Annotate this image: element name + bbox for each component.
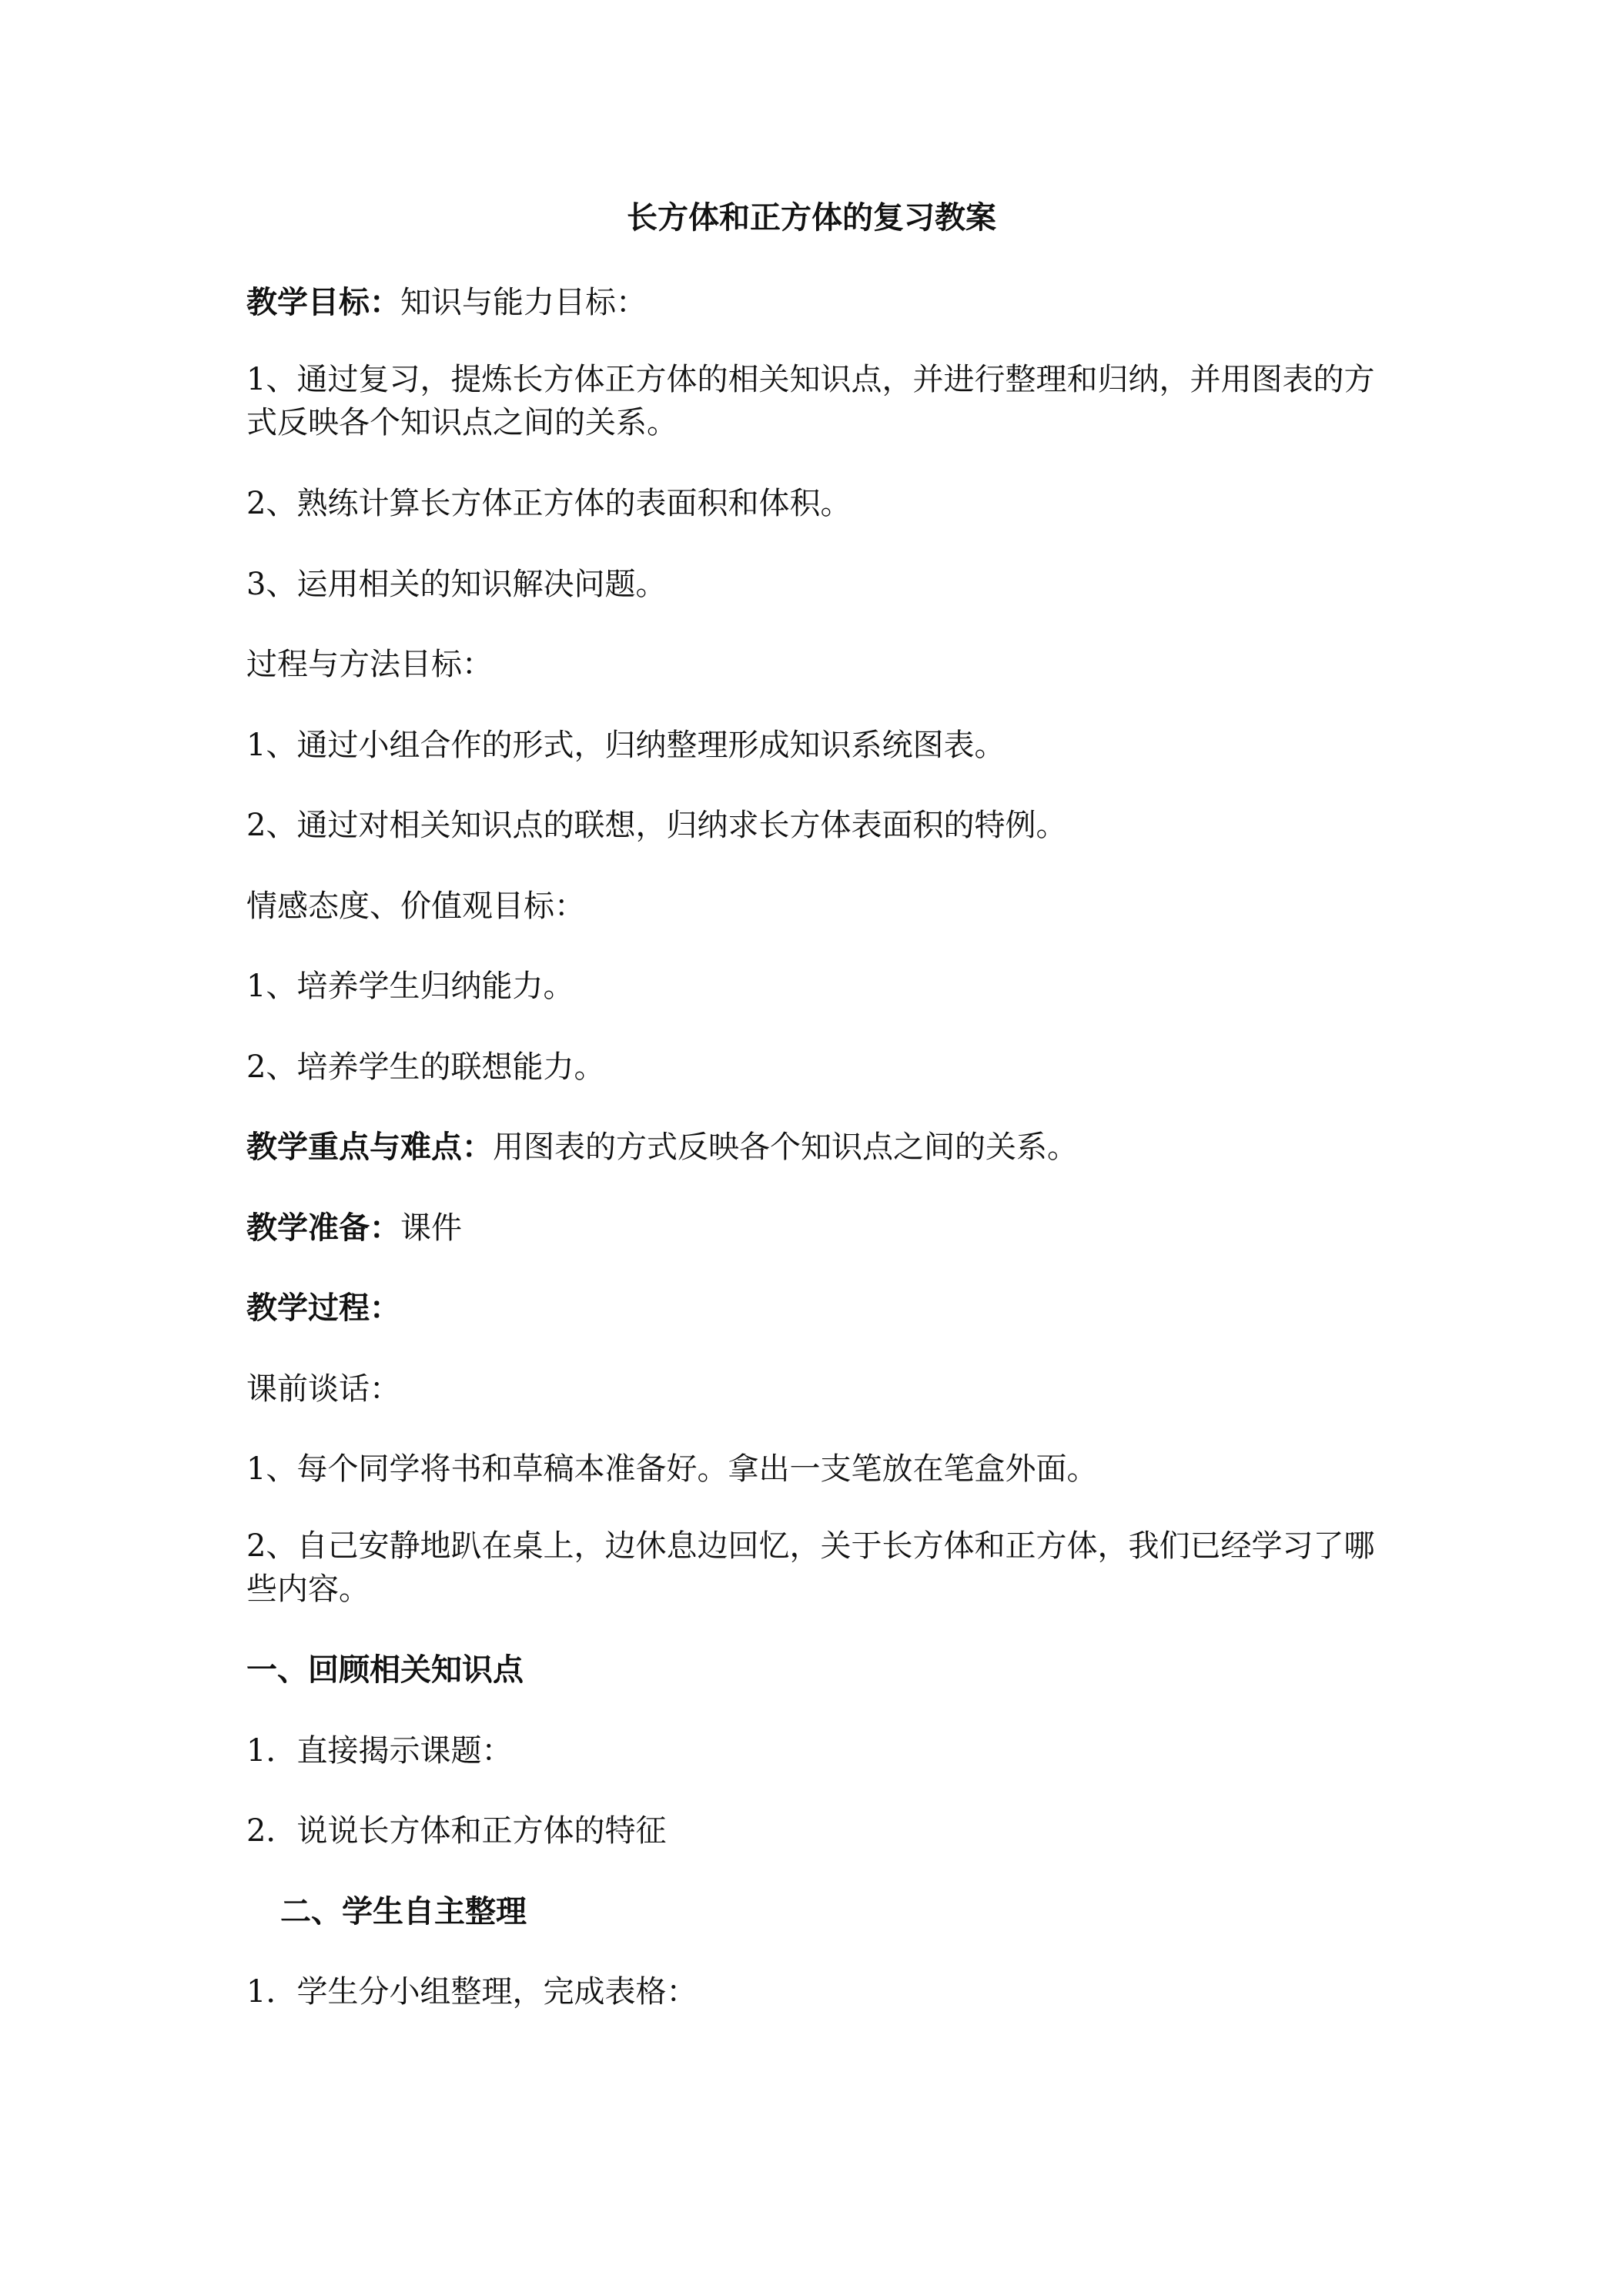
section2-item-1: 1．学生分小组整理，完成表格： (246, 1974, 698, 2010)
process-methods-item-1: 1、通过小组合作的形式，归纳整理形成知识系统图表。 (246, 728, 1006, 763)
key-points-line (246, 1126, 1386, 1169)
pre-talk-item-1: 1、每个同学将书和草稿本准备好。拿出一支笔放在笔盒外面。 (246, 1451, 1098, 1487)
preparation-label: 教学准备： (246, 1210, 400, 1246)
emotion-heading: 情感态度、价值观目标： (246, 889, 585, 924)
key-points-text: 用图表的方式反映各个知识点之间的关系。 (493, 1130, 1078, 1165)
pre-talk-item-2: 2、自己安静地趴在桌上，边休息边回忆，关于长方体和正方体，我们已经学习了哪些内容。 (246, 1528, 1375, 1607)
emotion-item-2: 2、培养学生的联想能力。 (246, 1049, 605, 1085)
section1-item-1: 1．直接揭示课题： (246, 1733, 513, 1769)
pre-talk-heading: 课前谈话： (246, 1371, 400, 1407)
objective-item-3: 3、运用相关的知识解决问题。 (246, 567, 667, 602)
process-methods-item-2: 2、通过对相关知识点的联想，归纳求长方体表面积的特例。 (246, 808, 1067, 843)
emotion-item-1: 1、培养学生归纳能力。 (246, 969, 574, 1004)
key-points-label: 教学重点与难点： (246, 1130, 493, 1165)
process-label: 教学过程： (246, 1290, 400, 1326)
objective-item-1: 1、通过复习，提炼长方体正方体的相关知识点，并进行整理和归纳，并用图表的方式反映各个知识点之间的关系。 (246, 362, 1375, 440)
process-methods-heading: 过程与方法目标： (246, 647, 493, 682)
objective-item-2: 2、熟练计算长方体正方体的表面积和体积。 (246, 486, 852, 521)
objectives-subtitle: 知识与能力目标： (400, 285, 647, 320)
section2-heading: 二、学生自主整理 (280, 1894, 527, 1930)
document-title: 长方体和正方体的复习教案 (627, 200, 996, 236)
objectives-line (246, 281, 1386, 324)
section1-heading: 一、回顾相关知识点 (246, 1652, 524, 1688)
preparation-line (246, 1207, 1386, 1250)
preparation-text: 课件 (400, 1210, 462, 1246)
section1-item-2: 2．说说长方体和正方体的特征 (246, 1813, 667, 1849)
objectives-label: 教学目标： (246, 285, 400, 320)
